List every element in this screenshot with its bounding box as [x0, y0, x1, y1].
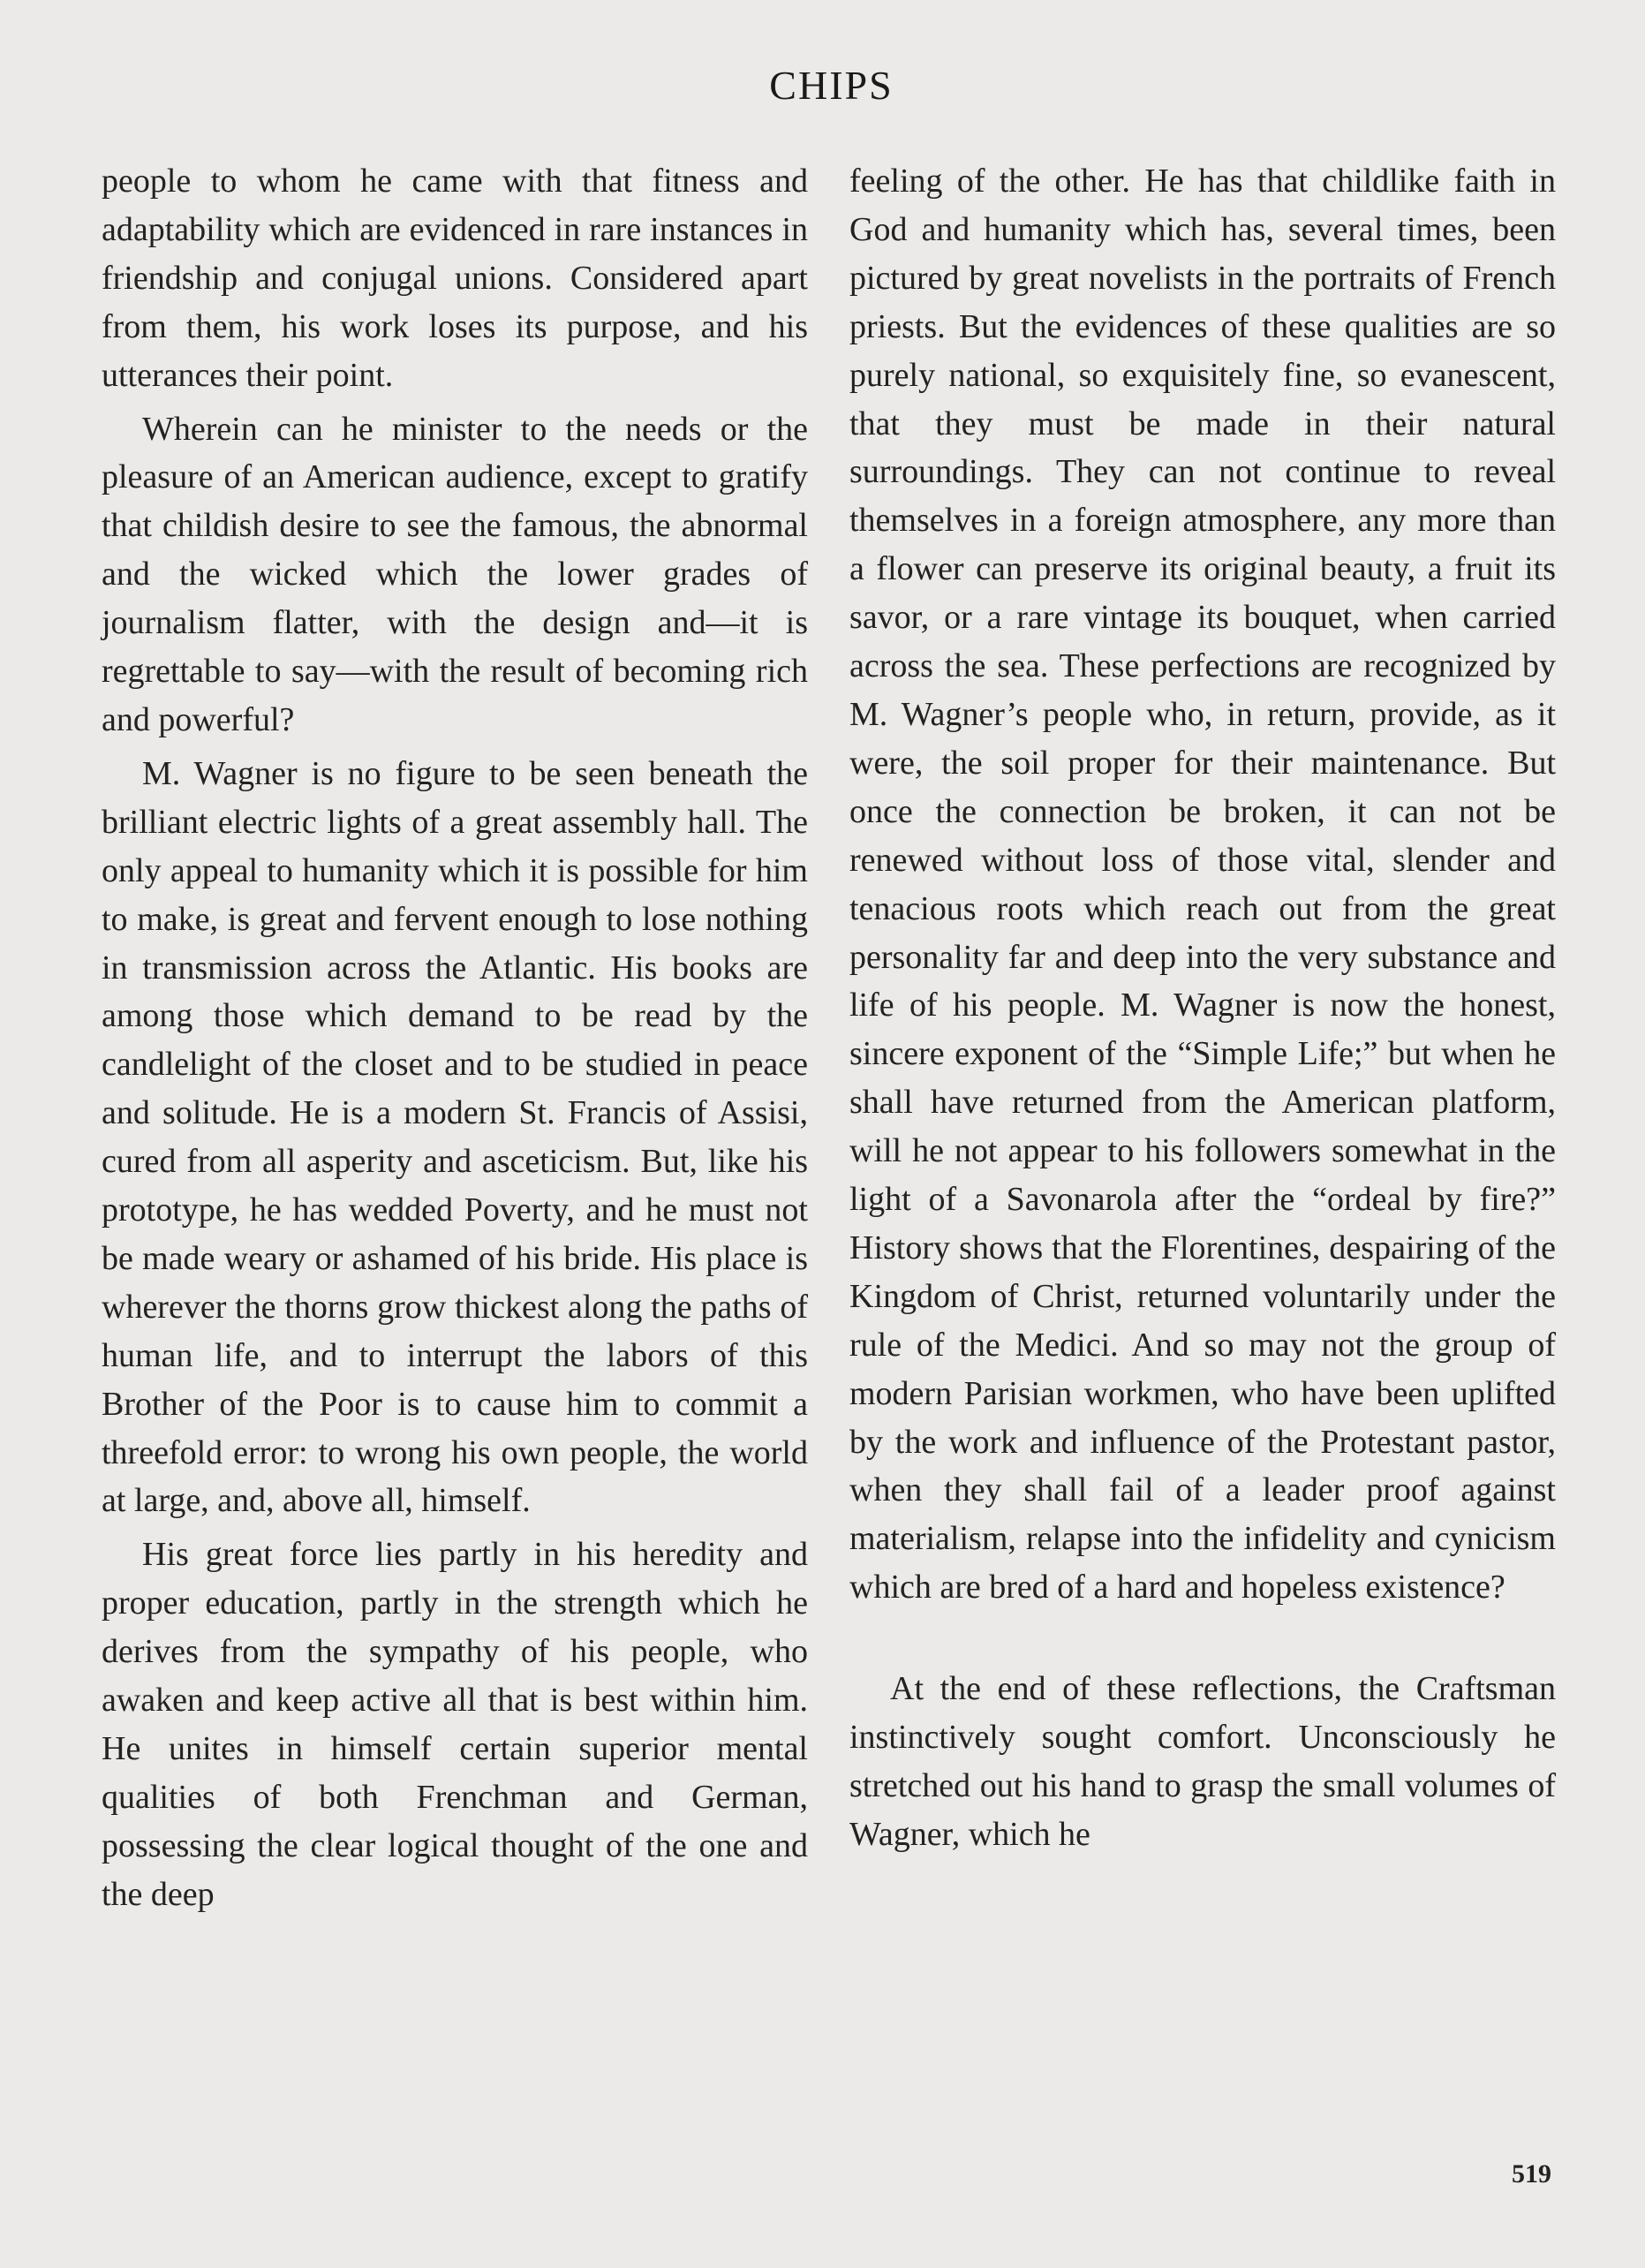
paragraph: Wherein can he minister to the needs or the pleasure of an American audience, except to gratify that childish desire to see the famous, the abnormal and the wicked which the lower grades of journalism flatter, with the design and—it is regrettable to say—with the result of becoming rich and powerful?: [102, 410, 808, 738]
paragraph: M. Wagner is no figure to be seen beneath the brilliant electric lights of a great assembly hall. The only appeal to humanity which it is possible for him to make, is great and fervent enough to lose nothing in transmission across the Atlantic. His books are among those which demand to be read by the candlelight of the closet and to be studied in peace and solitude. He is a modern St. Francis of Assisi, cured from all asperity and asceticism. But, like his prototype, he has wedded Poverty, and he must not be made weary or ashamed of his bride. His place is wherever the thorns grow thickest along the paths of human life, and to interrupt the labors of this Brother of the Poor is to cause him to commit a threefold error: to wrong his own people, the world at large, and, above all, himself.: [102, 754, 808, 1520]
running-header: CHIPS: [769, 63, 894, 108]
paragraph: people to whom he came with that fitness and adaptability which are evidenced in rare instances in friendship and conjugal unions. Considered apart from them, his work loses its purpose, and his utterances their point.: [102, 163, 808, 394]
page-number: 519: [1512, 2159, 1551, 2189]
right-column: [849, 157, 1556, 1859]
paragraph: feeling of the other. He has that childlike faith in God and humanity which has, several times, been pictured by great novelists in the portraits of French priests. But the evidences of these qualities are so purely national, so exquisitely fine, so evanescent, that they must be made in their natural surroundings. They can not continue to reveal themselves in a foreign atmosphere, any more than a flower can preserve its original beauty, a fruit its savor, or a rare vintage its bouquet, when carried across the sea. These perfections are recognized by M. Wagner’s people who, in return, provide, as it were, the soil proper for their maintenance. But once the connection be broken, it can not be renewed without loss of those vital, slender and tenacious roots which reach out from the great personality far and deep into the very substance and life of his people. M. Wagner is now the honest, sincere exponent of the “Simple Life;” but when he shall have returned from the American platform, will he not appear to his followers somewhat in the light of a Savonarola after the “ordeal by fire?” History shows that the Florentines, despairing of the Kingdom of Christ, returned voluntarily under the rule of the Medici. And so may not the group of modern Parisian workmen, who have been uplifted by the work and influence of the Protestant pastor, when they shall fail of a leader proof against materialism, relapse into the infidelity and cynicism which are bred of a hard and hopeless existence?: [849, 163, 1556, 1606]
left-column: [102, 157, 808, 1919]
paragraph: His great force lies partly in his heredity and proper education, partly in the strength which he derives from the sympathy of his people, who awaken and keep active all that is best within him. He unites in himself certain superior mental qualities of both Frenchman and German, possessing the clear logical thought of the one and the deep: [102, 1536, 808, 1913]
paragraph: At the end of these reflections, the Craftsman instinctively sought comfort. Unconsciously he stretched out his hand to grasp the small volumes of Wagner, which he: [849, 1670, 1556, 1853]
